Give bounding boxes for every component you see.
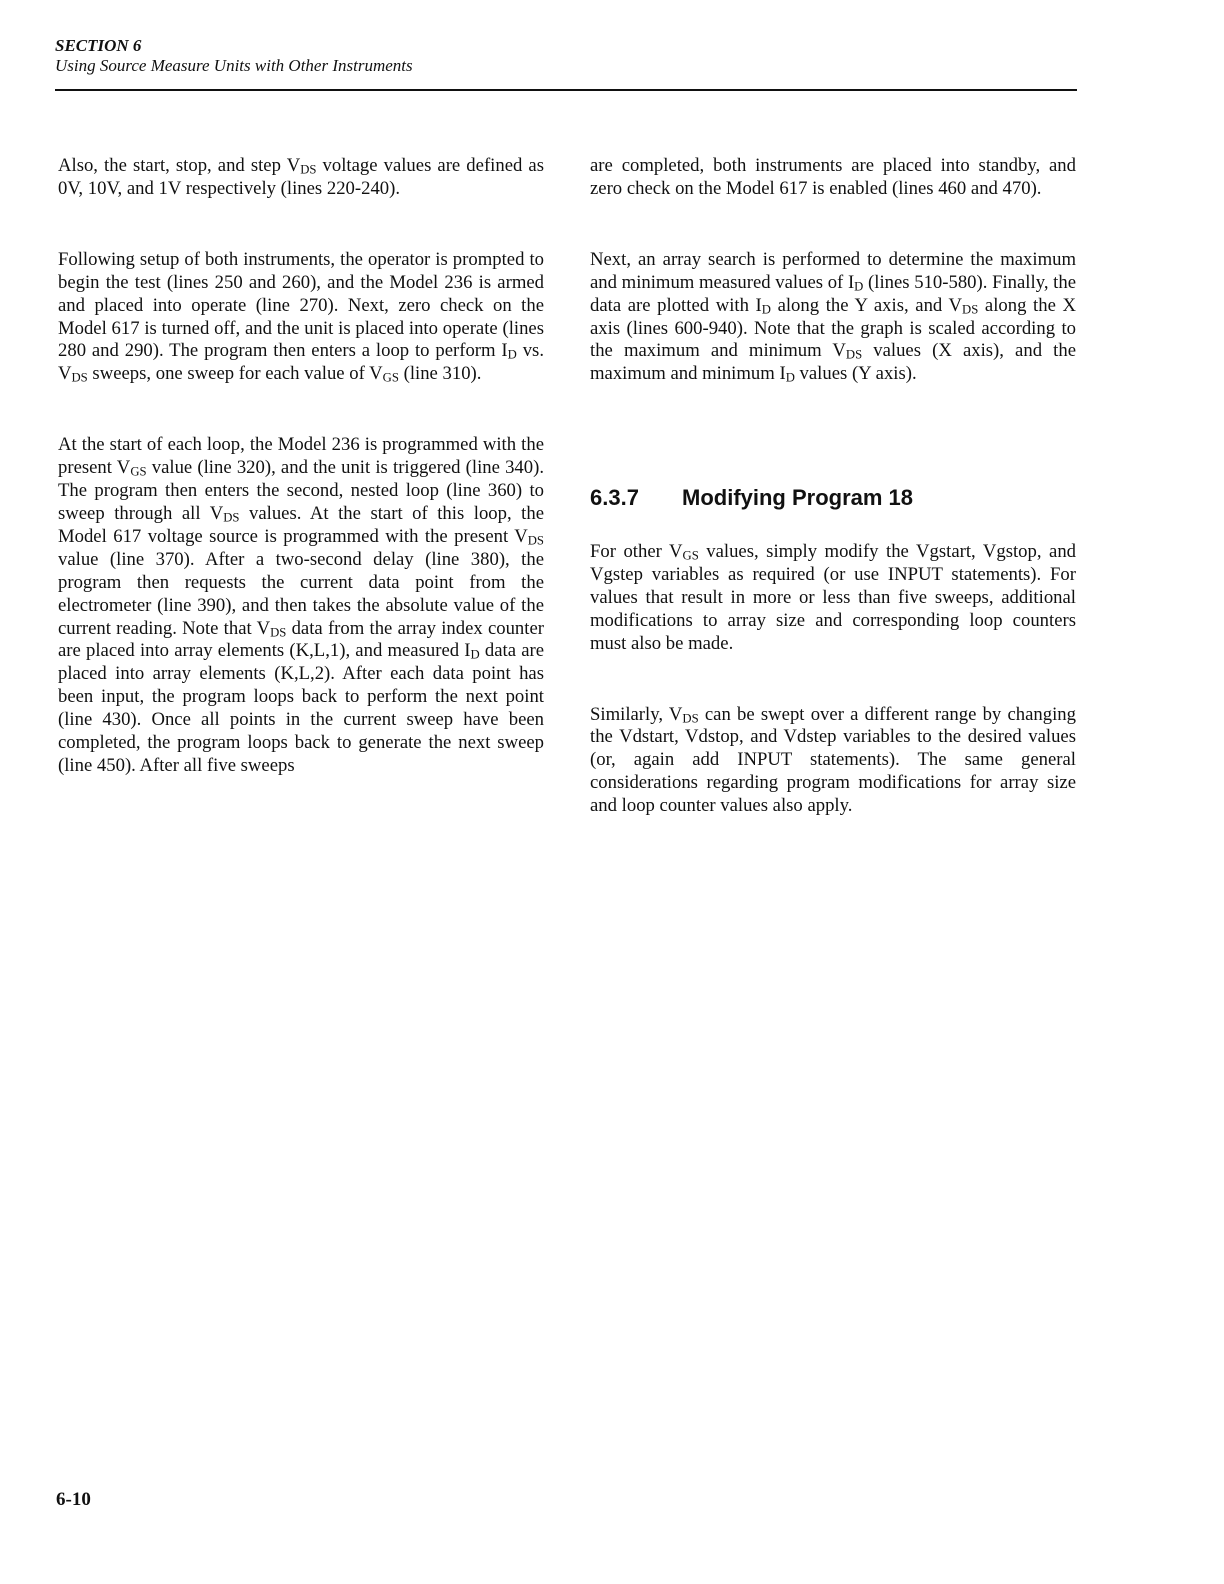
paragraph-array-search: Next, an array search is performed to determine the maximum and minimum measured values of $I_D$ (lines 510-580). Finally, the data are plotted with $I_D$ along the Y axis, and $V_{DS}$ along the X axis (lines 600-940). Note that the graph is scaled according to the maximum and minimum $V_{DS}$ values (X axis), and the maximum and minimum $I_D$ values (Y axis). [590, 248, 1076, 385]
section-heading [590, 484, 1076, 512]
heading-title: Modifying Program 18 [682, 485, 914, 510]
paragraph-setup: Following setup of both instruments, the operator is prompted to begin the test (lines 250 and 260), and the Model 236 is armed and placed into operate (line 270). Next, zero check on the Model 617 is turned off, and the unit is placed into operate (lines 280 and 290). The program then enters a loop to perform $I_D$ vs. $V_{DS}$ sweeps, one sweep for each value of $V_{GS}$ (line 310). [58, 248, 544, 385]
left-column [58, 155, 544, 778]
paragraph-vds-values: Also, the start, stop, and step $V_{DS}$ voltage values are defined as 0V, 10V, and 1V respectively (lines 220-240). [58, 155, 544, 199]
page-number: 6-10 [56, 1489, 91, 1510]
paragraph-standby: are completed, both instruments are placed into standby, and zero check on the Model 617 is enabled (lines 460 and 470). [590, 155, 1076, 199]
right-column-upper [590, 155, 1076, 386]
page-header [55, 36, 1077, 76]
paragraph-vds-modify: Similarly, $V_{DS}$ can be swept over a different range by changing the Vdstart, Vdstop, and Vdstep variables to the desired values (or, again add INPUT statements). The same general considerations regarding program modifications for array size and loop counter values also apply. [590, 703, 1076, 817]
header-rule [55, 89, 1077, 91]
heading-number: 6.3.7 [590, 485, 639, 510]
section-subtitle: Using Source Measure Units with Other Instruments [55, 56, 413, 75]
right-column-lower [590, 541, 1076, 818]
section-label: SECTION 6 [55, 36, 142, 55]
paragraph-loop: At the start of each loop, the Model 236 is programmed with the present $V_{GS}$ value (line 320), and the unit is triggered (line 340). The program then enters the second, nested loop (line 360) to sweep through all $V_{DS}$ values. At the start of this loop, the Model 617 voltage source is programmed with the present $V_{DS}$ value (line 370). After a two-second delay (line 380), the program then requests the current data point from the electrometer (line 390), and then takes the absolute value of the current reading. Note that $V_{DS}$ data from the array index counter are placed into array elements (K,L,1), and measured $I_D$ data are placed into array elements (K,L,2). After each data point has been input, the program loops back to perform the next point (line 430). Once all points in the current sweep have been completed, the program loops back to generate the next sweep (line 450). After all five sweeps [58, 434, 545, 776]
paragraph-vgs-modify: For other $V_{GS}$ values, simply modify the Vgstart, Vgstop, and Vgstep variables as required (or use INPUT statements). For values that result in more or less than five sweeps, additional modifications to array size and corresponding loop counters must also be made. [590, 541, 1077, 654]
